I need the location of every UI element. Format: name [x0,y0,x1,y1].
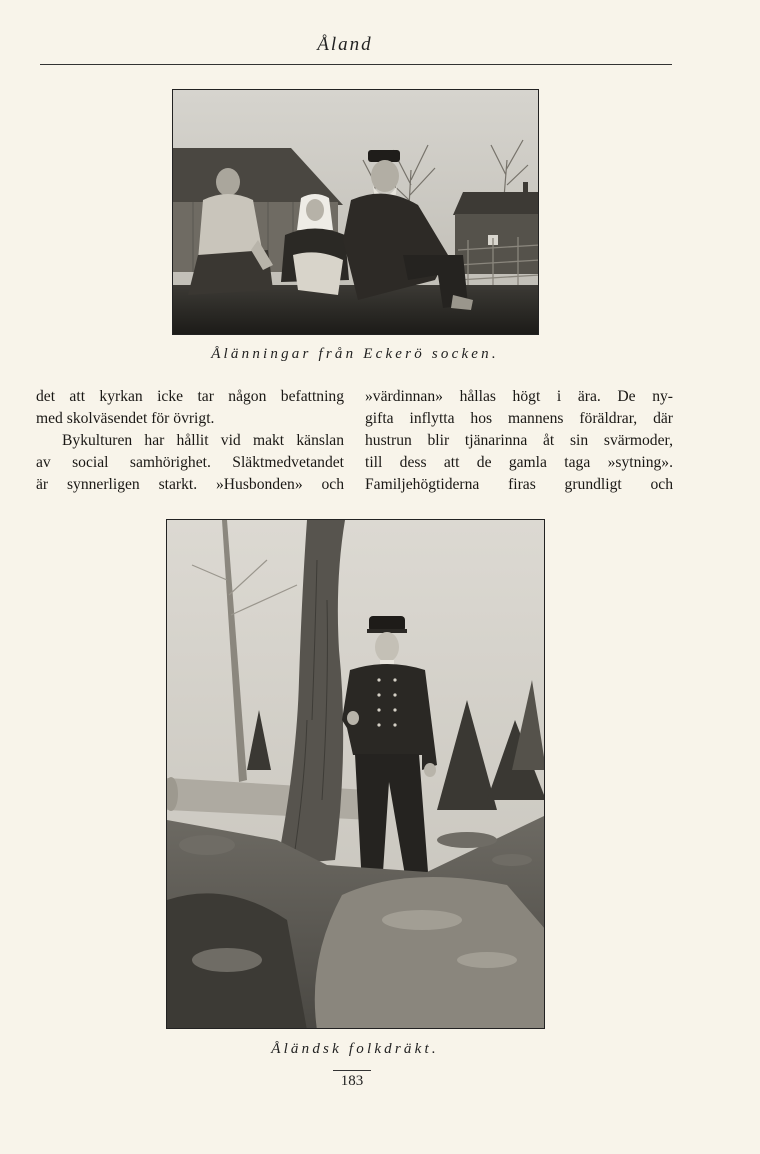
text-line: av social samhörighet. Släktmedvetandet [36,454,344,471]
header-rule [40,64,672,65]
text-line: Bykulturen har hållit vid makt känslan [62,432,344,449]
text-column-right [365,386,673,496]
running-head: Åland [317,34,373,55]
text-line: är synnerligen starkt. »Husbonden» och [36,476,344,493]
photo-man-in-folk-costume-icon [167,520,545,1029]
text-line: hustrun blir tjänarinna åt sin svärmoder, [365,432,673,449]
figure-caption-1: Ålänningar från Eckerö socken. [211,346,499,362]
page-number: 183 [333,1070,371,1090]
figure-caption-2: Åländsk folkdräkt. [271,1041,439,1057]
text-line: till dess att de gamla taga »sytning». [365,454,673,471]
text-line: gifta inflytta hos mannens föräldrar, där [365,410,673,427]
text-line: med skolväsendet för övrigt. [36,410,215,427]
text-line: Familjehögtiderna firas grundligt och [365,476,673,493]
text-line: det att kyrkan icke tar någon befattning [36,388,344,405]
text-column-left [36,386,344,496]
photo-three-seated-islanders-icon [173,90,539,335]
photo-folk-costume [166,519,545,1029]
text-line: »värdinnan» hållas högt i ära. De ny- [365,388,673,405]
photo-eckero-islanders [172,89,539,335]
